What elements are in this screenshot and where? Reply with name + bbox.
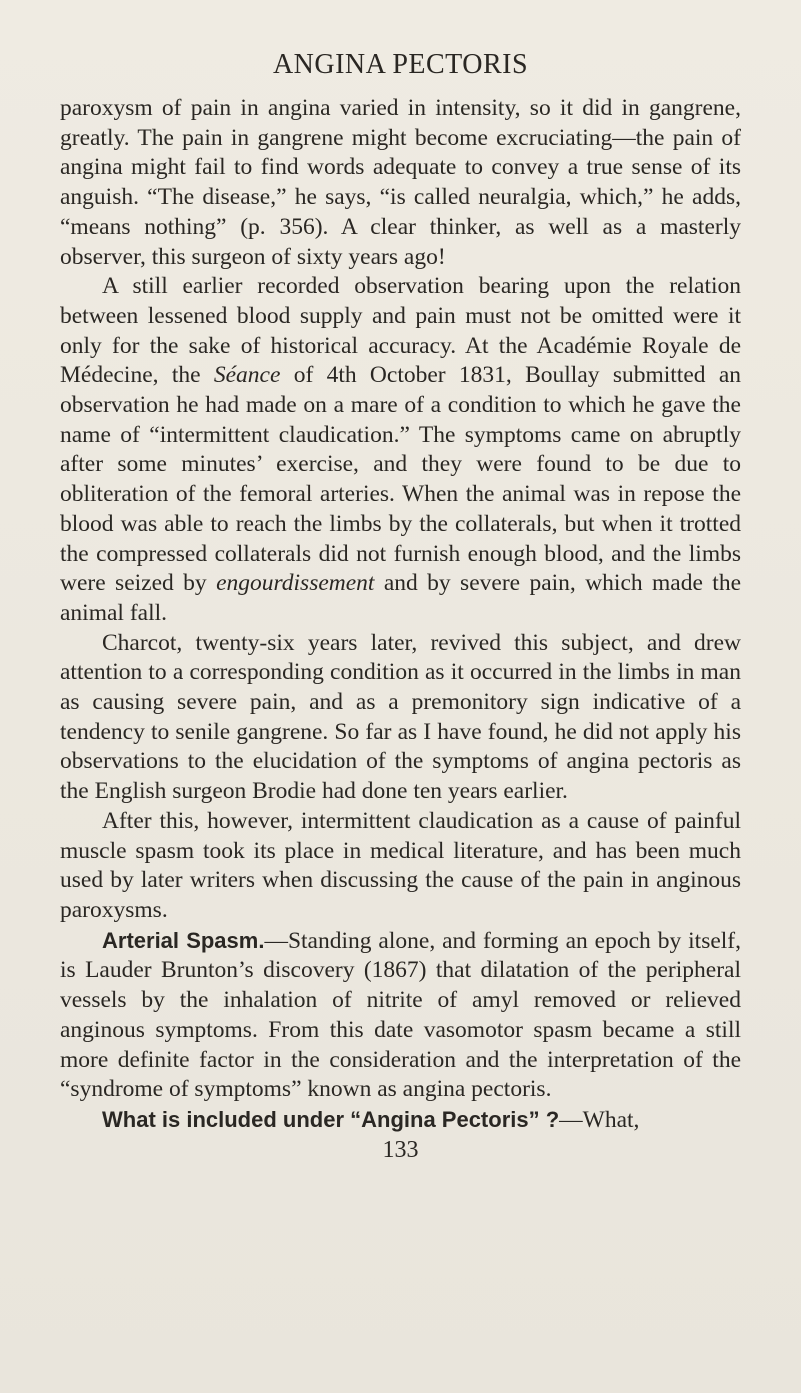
paragraph-4-text: After this, however, intermittent claudication as a cause of painful muscle spasm took its place in medical literature, and has been much used by later writers when discussing the cause of the pain in anginous paroxysms. [60,807,741,923]
paragraph-4 [60,807,741,926]
paragraph-6 [60,1105,741,1136]
section-heading-what-is-included: What is included under “Angina Pectoris” ? [102,1106,560,1132]
paragraph-2-italic-seance: Séance [213,362,281,389]
paragraph-2-text-c: and by severe pain, which made the animal fall. [60,570,742,626]
body-text [60,94,741,1136]
paragraph-1-text: paroxysm of pain in angina varied in intensity, so it did in gangrene, greatly. The pain in gangrene might become excruciating—the pain of angina might fail to find words adequate to convey a true sense of its anguish. “The disease,” he says, “is called neuralgia, which,” he adds, “means nothing” (p. 356). A clear thinker, as well as a masterly observer, this surgeon of sixty years ago! [60,95,741,270]
paragraph-2-italic-engourdissement: engourdissement [216,570,375,597]
page-number: 133 [382,1136,419,1163]
paragraph-6-text: —What, [559,1106,640,1133]
paragraph-5 [60,926,741,1105]
paragraph-2 [60,272,741,628]
paragraph-2-text-a: A still earlier recorded observation bearing upon the relation between lessened blood supply and pain must not be omitted were it only for the sake of historical accuracy. At the Académie Royale de Médecine, the [60,273,741,389]
paragraph-3 [60,629,741,807]
paragraph-2-text-b: of 4th October 1831, Boullay submitted an observation he had made on a mare of a condition to which he gave the name of “intermittent claudication.” The symptoms came on abruptly after some minutes’ exercise, and they were found to be due to obliteration of the femoral arteries. When the animal was in repose the blood was able to reach the limbs by the collaterals, but when it trotted the compressed collaterals did not furnish enough blood, and the limbs were seized by [60,362,742,597]
running-head: ANGINA PECTORIS [272,49,529,80]
paragraph-5-text: —Standing alone, and forming an epoch by itself, is Lauder Brunton’s discovery (1867) that dilatation of the peripheral vessels by the inhalation of nitrite of amyl removed or relieved anginous symptoms. From this date vasomotor spasm became a still more definite factor in the consideration and the interpretation of the “syndrome of symptoms” known as angina pectoris. [60,927,741,1103]
paragraph-1 [60,94,741,272]
section-heading-arterial-spasm: Arterial Spasm. [102,927,265,953]
paragraph-3-text: Charcot, twenty-six years later, revived this subject, and drew attention to a corresponding condition as it occurred in the limbs in man as causing severe pain, and as a premonitory sign indicative of a tendency to senile gangrene. So far as I have found, he did not apply his observations to the elucidation of the symptoms of angina pectoris as the English surgeon Brodie had done ten years earlier. [60,629,741,805]
